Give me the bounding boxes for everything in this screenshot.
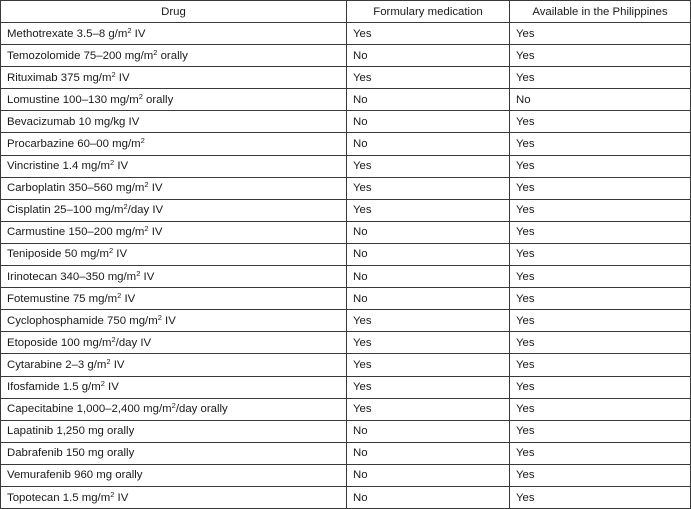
availability-cell: Yes [510,354,691,376]
drug-cell: Cytarabine 2–3 $g/m^2$ IV [1,354,347,376]
formulary-cell: No [347,243,510,265]
formulary-cell: No [347,111,510,133]
table-row [1,45,691,67]
drug-cell: Vemurafenib 960 mg orally [1,464,347,486]
availability-cell: Yes [510,310,691,332]
formulary-cell: Yes [347,376,510,398]
table-row [1,133,691,155]
formulary-cell: Yes [347,155,510,177]
formulary-cell: No [347,133,510,155]
formulary-cell: No [347,266,510,288]
table-row [1,464,691,486]
table-row [1,199,691,221]
availability-cell: Yes [510,398,691,420]
formulary-cell: Yes [347,354,510,376]
availability-cell: Yes [510,221,691,243]
table-row [1,155,691,177]
drug-cell: Teniposide 50 $mg/m^2$ IV [1,243,347,265]
formulary-cell: No [347,45,510,67]
formulary-cell: No [347,486,510,508]
formulary-cell: Yes [347,199,510,221]
drug-cell: Rituximab 375 $mg/m^2$ IV [1,67,347,89]
drug-cell: Topotecan 1.5 $mg/m^2$ IV [1,486,347,508]
formulary-cell: Yes [347,398,510,420]
drug-cell: Etoposide 100 $mg/m^2$/day IV [1,332,347,354]
table-row [1,398,691,420]
drug-cell: Carboplatin 350–560 $mg/m^2$ IV [1,177,347,199]
table-row [1,354,691,376]
drug-cell: Bevacizumab 10 mg/kg IV [1,111,347,133]
table-row [1,111,691,133]
drug-cell: Dabrafenib 150 mg orally [1,442,347,464]
table-row [1,177,691,199]
table-row [1,420,691,442]
table-row [1,243,691,265]
availability-cell: Yes [510,486,691,508]
table-row [1,23,691,45]
drug-cell: Lapatinib 1,250 mg orally [1,420,347,442]
table-header-row [1,1,691,23]
table-row [1,376,691,398]
availability-cell: No [510,89,691,111]
formulary-cell: Yes [347,23,510,45]
drug-cell: Vincristine 1.4 $mg/m^2$ IV [1,155,347,177]
table-row [1,266,691,288]
drug-cell: Fotemustine 75 $mg/m^2$ IV [1,288,347,310]
formulary-cell: No [347,464,510,486]
availability-cell: Yes [510,243,691,265]
formulary-cell: Yes [347,310,510,332]
formulary-cell: Yes [347,67,510,89]
table-row [1,288,691,310]
drug-cell: Capecitabine 1,000–2,400 $mg/m^2$/day orally [1,398,347,420]
formulary-cell: No [347,442,510,464]
header-drug: Drug [1,1,347,23]
availability-cell: Yes [510,111,691,133]
formulary-cell: Yes [347,332,510,354]
availability-cell: Yes [510,199,691,221]
formulary-cell: No [347,288,510,310]
drug-cell: Cisplatin 25–100 $mg/m^2$/day IV [1,199,347,221]
availability-cell: Yes [510,420,691,442]
drug-cell: Lomustine 100–130 $mg/m^2$ orally [1,89,347,111]
availability-cell: Yes [510,266,691,288]
formulary-cell: Yes [347,177,510,199]
availability-cell: Yes [510,442,691,464]
drug-cell: Temozolomide 75–200 $mg/m^2$ orally [1,45,347,67]
drug-cell: Procarbazine 60–00 $mg/m^2$ [1,133,347,155]
availability-cell: Yes [510,464,691,486]
availability-cell: Yes [510,332,691,354]
availability-cell: Yes [510,45,691,67]
drug-cell: Cyclophosphamide 750 $mg/m^2$ IV [1,310,347,332]
availability-cell: Yes [510,155,691,177]
availability-cell: Yes [510,67,691,89]
table-row [1,442,691,464]
table-row [1,310,691,332]
table-body [1,23,691,509]
header-formulary-medication: Formulary medication [347,1,510,23]
formulary-cell: No [347,221,510,243]
availability-cell: Yes [510,177,691,199]
drug-cell: Carmustine 150–200 $mg/m^2$ IV [1,221,347,243]
drug-cell: Methotrexate 3.5–8 $g/m^2$ IV [1,23,347,45]
formulary-cell: No [347,89,510,111]
availability-cell: Yes [510,376,691,398]
header-available-in-philippines: Available in the Philippines [510,1,691,23]
formulary-cell: No [347,420,510,442]
table-row [1,221,691,243]
table-row [1,332,691,354]
drug-cell: Irinotecan 340–350 $mg/m^2$ IV [1,266,347,288]
availability-cell: Yes [510,288,691,310]
table-row [1,486,691,508]
availability-cell: Yes [510,23,691,45]
table-row [1,89,691,111]
table-row [1,67,691,89]
availability-cell: Yes [510,133,691,155]
drug-cell: Ifosfamide 1.5 $g/m^2$ IV [1,376,347,398]
